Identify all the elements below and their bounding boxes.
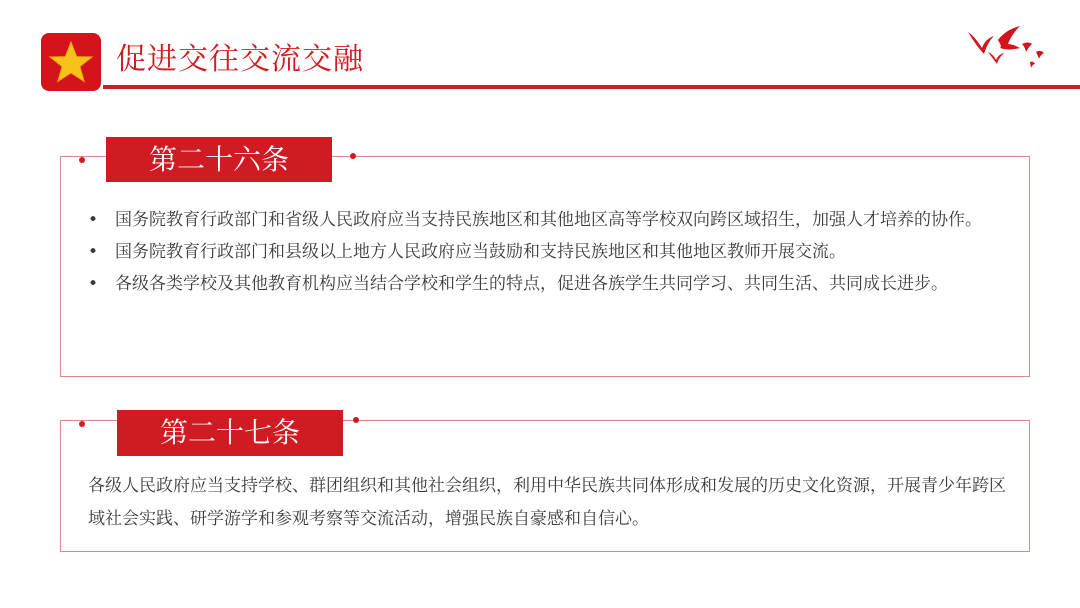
frame-corner-dot — [79, 421, 85, 427]
list-item-text: 各级各类学校及其他教育机构应当结合学校和学生的特点，促进各族学生共同学习、共同生活、共同成长进步。 — [115, 274, 948, 294]
list-item — [88, 236, 1008, 268]
frame-corner-dot — [350, 153, 356, 159]
frame-corner-dot — [79, 157, 85, 163]
article-27-text: 各级人民政府应当支持学校、群团组织和其他社会组织，利用中华民族共同体形成和发展的历史文化资源，开展青少年跨区域社会实践、研学游学和参观考察等交流活动，增强民族自豪感和自信心。 — [88, 476, 1006, 529]
list-item — [88, 204, 1008, 236]
article-26-list — [88, 204, 1008, 300]
bullet-icon: • — [88, 242, 99, 262]
article-26-label: 第二十六条 — [106, 137, 332, 182]
page-title: 促进交往交流交融 — [116, 42, 364, 77]
bullet-icon: • — [88, 210, 99, 230]
header-divider — [103, 85, 1080, 89]
header-star-badge — [41, 33, 101, 91]
list-item-text: 国务院教育行政部门和省级人民政府应当支持民族地区和其他地区高等学校双向跨区域招生，加强人才培养的协作。 — [115, 210, 982, 230]
bullet-icon: • — [88, 274, 99, 294]
frame-corner-dot — [353, 417, 359, 423]
article-27-label: 第二十七条 — [117, 410, 343, 456]
list-item — [88, 268, 1008, 300]
flying-birds-icon — [960, 22, 1055, 77]
star-icon — [41, 33, 101, 91]
list-item-text: 国务院教育行政部门和县级以上地方人民政府应当鼓励和支持民族地区和其他地区教师开展交流。 — [115, 242, 846, 262]
